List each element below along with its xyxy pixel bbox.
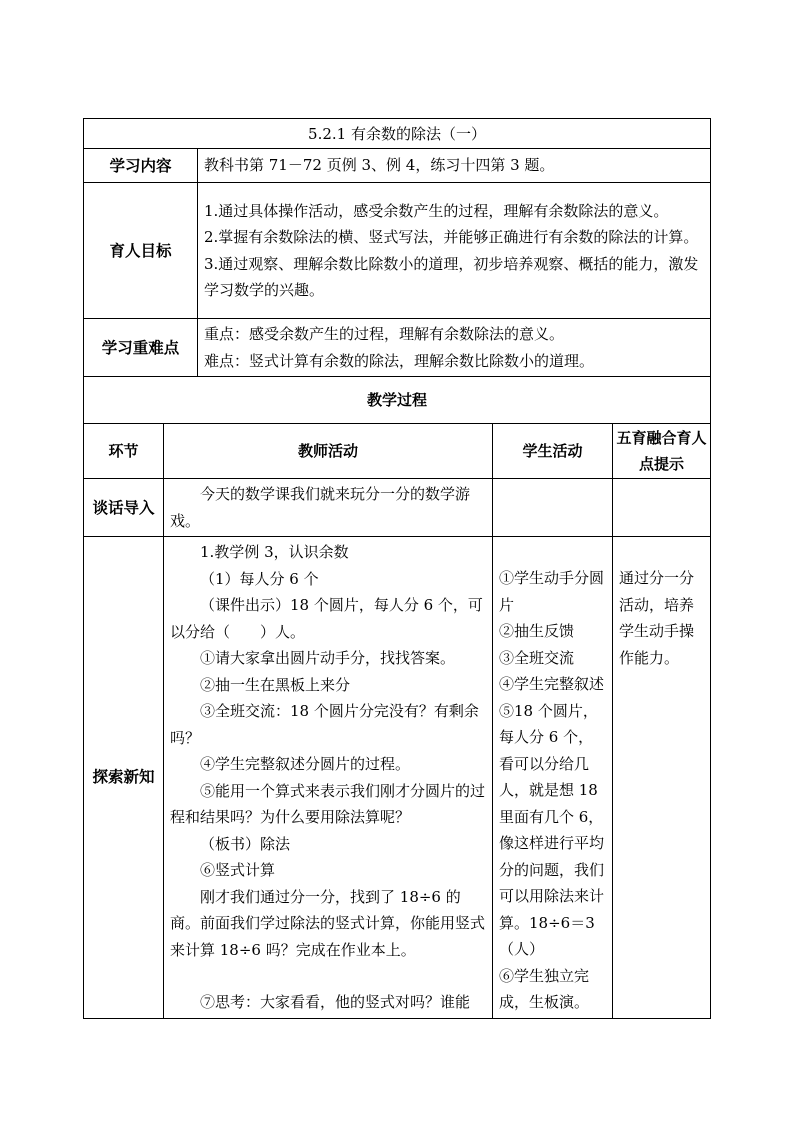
label-learning-content: 学习内容 [84, 149, 198, 183]
hint-explore: 通过分一分活动，培养学生动手操作能力。 [613, 537, 711, 1019]
lesson-table [83, 118, 711, 1019]
header-teacher: 教师活动 [164, 424, 493, 479]
teacher-explore: 1.教学例 3，认识余数 （1）每人分 6 个 （课件出示）18 个圆片，每人分 6 个，可以分给（ ）人。 ①请大家拿出圆片动手分，找找答案。 ②抽一生在黑板上来分 ③全班交流：18 个圆片分完没有？有剩余吗？ ④学生完整叙述分圆片的过程。 ⑤能用一个算式来表示我们刚才分圆片的过程和结果吗？为什么要用除法算呢？ （板书）除法 ⑥竖式计算 刚才我们通过分一分，找到了 18÷6 的商。前面我们学过除法的竖式计算，你能用竖式来计算 18÷6 吗？完成在作业本上。 ⑦思考：大家看看，他的竖式对吗？谁能 [164, 537, 493, 1019]
teacher-intro: 今天的数学课我们就来玩分一分的数学游戏。 [164, 479, 493, 537]
header-stage: 环节 [84, 424, 164, 479]
goals: 1.通过具体操作活动，感受余数产生的过程，理解有余数除法的意义。 2.掌握有余数除法的横、竖式写法，并能够正确进行有余数的除法的计算。 3.通过观察、理解余数比除数小的道理，初步培养观察、概括的能力，激发学习数学的兴趣。 [198, 183, 711, 319]
lesson-title: 5.2.1 有余数的除法（一） [84, 119, 711, 149]
key-points: 重点：感受余数产生的过程，理解有余数除法的意义。 难点：竖式计算有余数的除法，理解余数比除数小的道理。 [198, 319, 711, 377]
header-hint: 五育融合育人点提示 [613, 424, 711, 479]
student-explore: ①学生动手分圆片 ②抽生反馈 ③全班交流 ④学生完整叙述 ⑤18 个圆片，每人分 6 个，看可以分给几人，就是想 18 里面有几个 6，像这样进行平均分的问题，我们可以用除法来计算。18÷6＝3（人） ⑥学生独立完成，生板演。 [493, 537, 613, 1019]
hint-intro [613, 479, 711, 537]
stage-intro: 谈话导入 [84, 479, 164, 537]
learning-content: 教科书第 71－72 页例 3、例 4，练习十四第 3 题。 [198, 149, 711, 183]
stage-explore: 探索新知 [84, 537, 164, 1019]
label-goals: 育人目标 [84, 183, 198, 319]
header-student: 学生活动 [493, 424, 613, 479]
student-intro [493, 479, 613, 537]
process-title: 教学过程 [84, 377, 711, 424]
lesson-plan [83, 118, 710, 1019]
label-key-points: 学习重难点 [84, 319, 198, 377]
